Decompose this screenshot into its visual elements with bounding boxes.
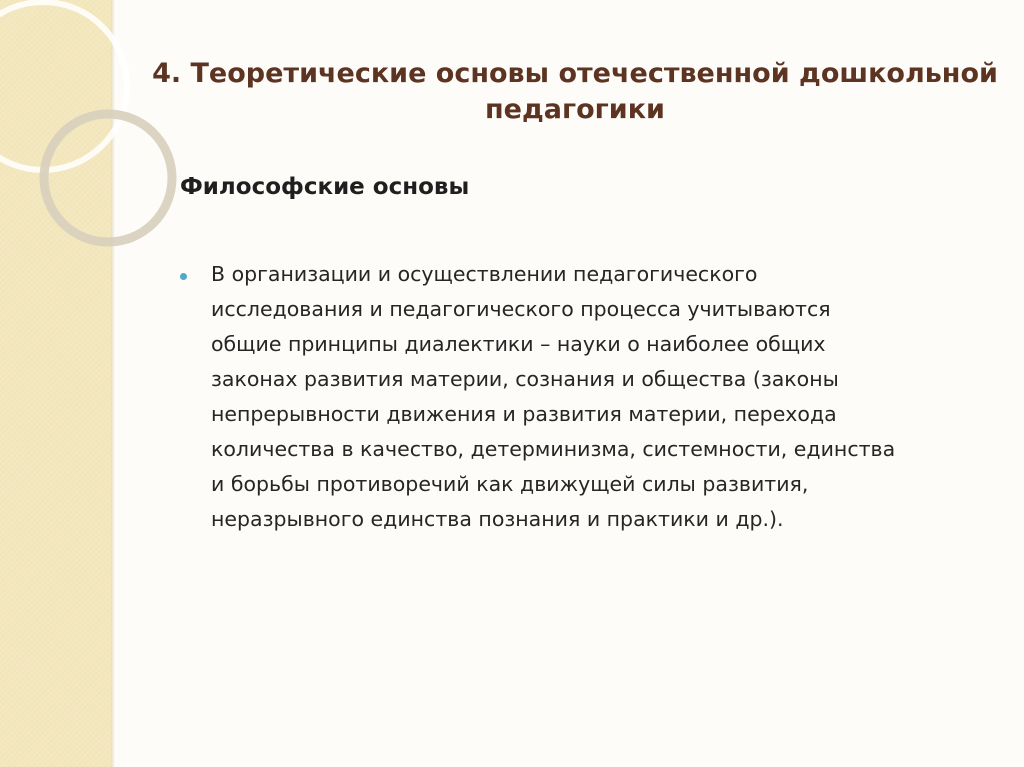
section-subtitle: Философские основы [180, 174, 470, 200]
decorative-rings [0, 0, 240, 300]
title-line-1: 4. Теоретические основы отечественной дошкольной [152, 58, 998, 89]
list-item [180, 257, 1000, 537]
title-line-2: педагогики [485, 94, 665, 125]
bullet-line: общие принципы диалектики – науки о наиболее общих [211, 332, 826, 356]
slide-title [150, 56, 1000, 128]
bullet-line: законах развития материи, сознания и общества (законы [211, 367, 839, 391]
bullet-line: исследования и педагогического процесса учитываются [211, 297, 831, 321]
bullet-text [211, 257, 1000, 537]
bullet-list [180, 257, 1000, 537]
bullet-line: В организации и осуществлении педагогического [211, 262, 758, 286]
small-ring [44, 114, 172, 242]
bullet-line: количества в качество, детерминизма, системности, единства [211, 437, 896, 461]
bullet-line: неразрывного единства познания и практики и др.). [211, 507, 784, 531]
bullet-line: непрерывности движения и развития материи, перехода [211, 402, 837, 426]
bullet-dot-icon [180, 273, 187, 280]
large-ring [0, 2, 127, 170]
bullet-line: и борьбы противоречий как движущей силы развития, [211, 472, 809, 496]
